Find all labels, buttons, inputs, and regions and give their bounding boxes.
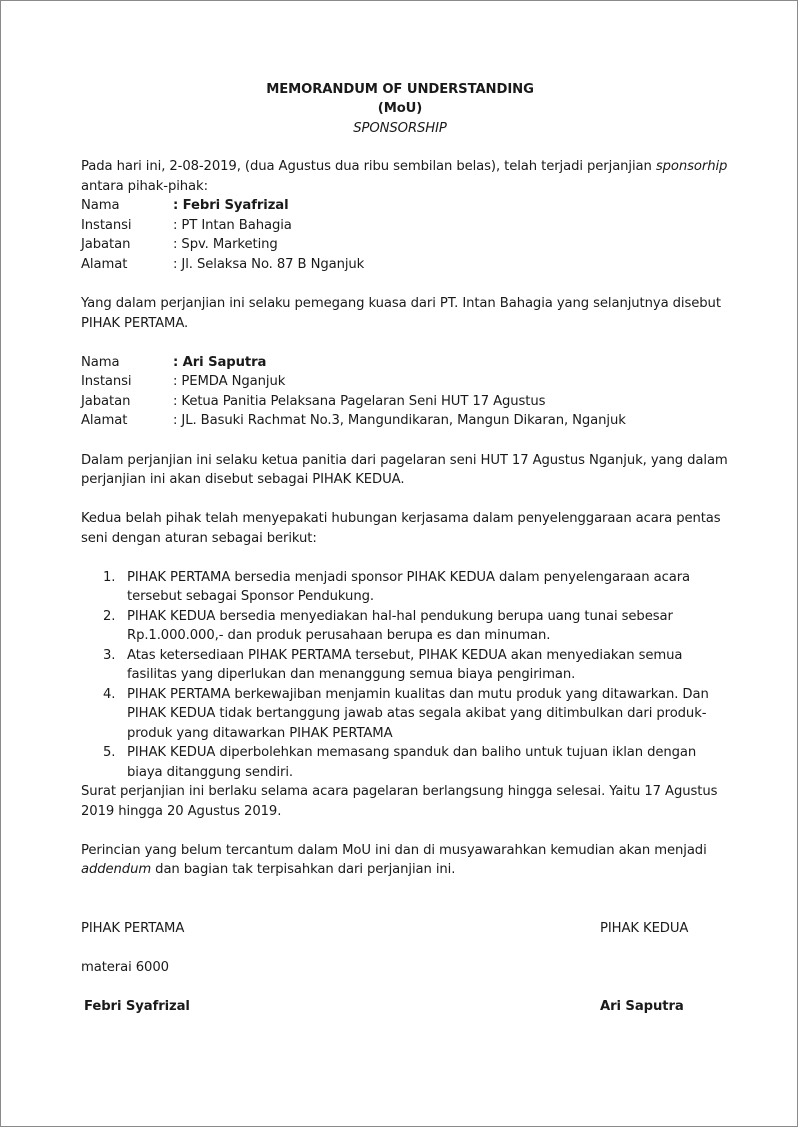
validity-line-2: 2019 hingga 20 Agustus 2019. [81,804,282,819]
term-1-line-2: tersebut sebagai Sponsor Pendukung. [127,589,374,604]
party1-value-alamat: : Jl. Selaksa No. 87 B Nganjuk [173,257,365,272]
closing-line-1: Perincian yang belum tercantum dalam MoU ini dan di musyawarahkan kemudian akan menjadi [81,843,707,858]
party1-label-instansi: Instansi [81,218,132,233]
party2-value-instansi: : PEMDA Nganjuk [173,374,286,389]
document-subtitle: SPONSORSHIP [353,121,447,136]
party2-description-line-2: perjanjian ini akan disebut sebagai PIHAK KEDUA. [81,472,405,487]
agreement-line-2: seni dengan aturan sebagai berikut: [81,531,317,546]
party2-value-nama: : Ari Saputra [173,355,267,370]
party1-value-jabatan: : Spv. Marketing [173,237,278,252]
validity-line-1: Surat perjanjian ini berlaku selama acara pagelaran berlangsung hingga selesai. Yaitu 17 Agustus [81,784,718,799]
term-4-line-3: produk yang ditawarkan PIHAK PERTAMA [127,726,393,741]
term-2-number: 2. [103,609,116,624]
term-3-line-1: Atas ketersediaan PIHAK PERTAMA tersebut, PIHAK KEDUA akan menyediakan semua [127,648,683,663]
term-5-line-2: biaya ditanggung sendiri. [127,765,294,780]
term-5-number: 5. [103,745,116,760]
term-1-line-1: PIHAK PERTAMA bersedia menjadi sponsor PIHAK KEDUA dalam penyelengaraan acara [127,570,691,585]
term-4-number: 4. [103,687,116,702]
party2-label-nama: Nama [81,355,120,370]
party2-value-alamat: : JL. Basuki Rachmat No.3, Mangundikaran, Mangun Dikaran, Nganjuk [173,413,626,428]
signature-label-second-party: PIHAK KEDUA [600,921,689,936]
term-1-number: 1. [103,570,116,585]
party1-value-nama: : Febri Syafrizal [173,198,289,213]
closing-line-2 [81,860,455,880]
term-4-line-1: PIHAK PERTAMA berkewajiban menjamin kualitas dan mutu produk yang ditawarkan. Dan [127,687,709,702]
party1-value-instansi: : PT Intan Bahagia [173,218,292,233]
term-3-line-2: fasilitas yang diperlukan dan menanggung semua biaya pengiriman. [127,667,576,682]
term-4-line-2: PIHAK KEDUA tidak bertanggung jawab atas segala akibat yang ditimbulkan dari produk- [127,706,707,721]
term-2-line-2: Rp.1.000.000,- dan produk perusahaan berupa es dan minuman. [127,628,551,643]
term-2-line-1: PIHAK KEDUA bersedia menyediakan hal-hal pendukung berupa uang tunai sebesar [127,609,673,624]
term-3-number: 3. [103,648,116,663]
intro-text: Pada hari ini, 2-08-2019, (dua Agustus dua ribu sembilan belas), telah terjadi perjanjian [81,159,656,174]
party2-label-alamat: Alamat [81,413,128,428]
closing-text: dan bagian tak terpisahkan dari perjanjian ini. [151,862,456,877]
signature-label-first-party: PIHAK PERTAMA [81,921,185,936]
intro-italic-word: sponsorhip [655,159,728,174]
agreement-line-1: Kedua belah pihak telah menyepakati hubungan kerjasama dalam penyelenggaraan acara pentas [81,511,721,526]
party1-label-alamat: Alamat [81,257,128,272]
party2-description-line-1: Dalam perjanjian ini selaku ketua panitia dari pagelaran seni HUT 17 Agustus Nganjuk, yang dalam [81,453,728,468]
party2-value-jabatan: : Ketua Panitia Pelaksana Pagelaran Seni HUT 17 Agustus [173,394,546,409]
party1-description-line-1: Yang dalam perjanjian ini selaku pemegang kuasa dari PT. Intan Bahagia yang selanjutnya disebut [81,296,721,311]
party1-label-jabatan: Jabatan [81,237,131,252]
party2-label-jabatan: Jabatan [81,394,131,409]
party2-label-instansi: Instansi [81,374,132,389]
stamp-note: materai 6000 [81,960,169,975]
signature-name-first-party: Febri Syafrizal [84,999,190,1014]
closing-italic-word: addendum [81,862,152,877]
document-abbreviation: (MoU) [377,101,423,116]
intro-line-1 [81,157,727,177]
intro-line-2: antara pihak-pihak: [81,179,208,194]
party1-label-nama: Nama [81,198,120,213]
party1-description-line-2: PIHAK PERTAMA. [81,316,189,331]
term-5-line-1: PIHAK KEDUA diperbolehkan memasang spanduk dan baliho untuk tujuan iklan dengan [127,745,697,760]
signature-name-second-party: Ari Saputra [600,999,684,1014]
document-title: MEMORANDUM OF UNDERSTANDING [266,82,534,97]
